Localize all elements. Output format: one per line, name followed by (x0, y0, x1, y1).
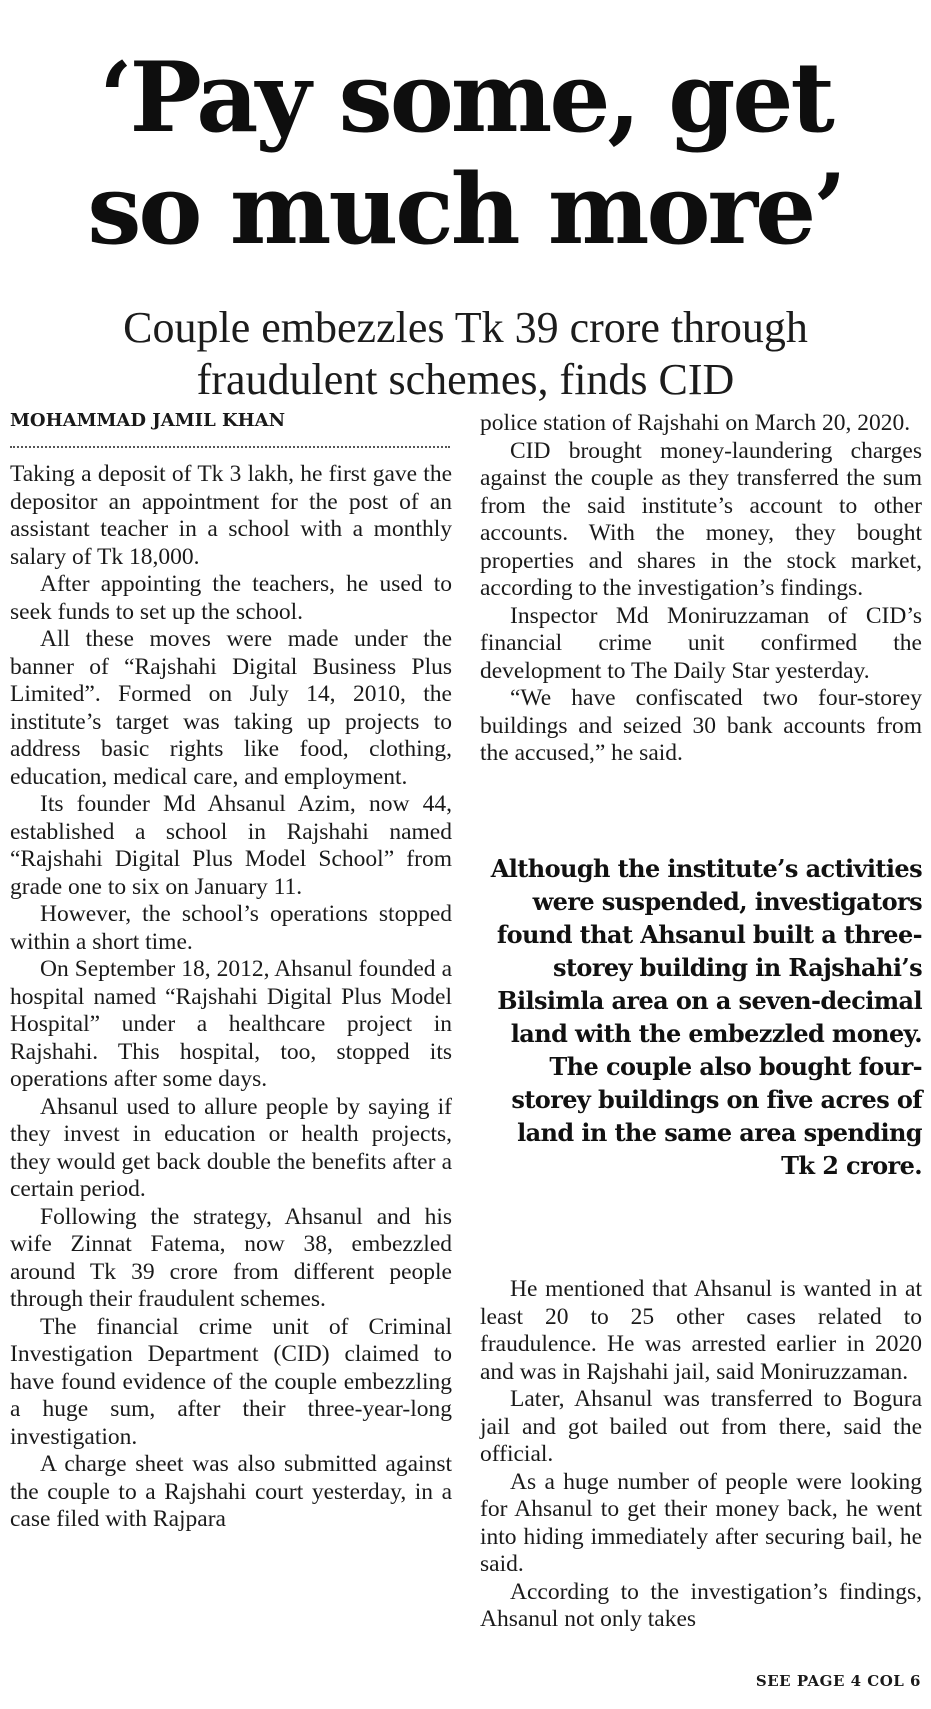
pull-quote: Although the institute’s activities were suspended, investigators found that Ahsanul built a three-storey building in Rajshahi’s Bilsimla area on a seven-decimal land with the embezzled money. The couple also bought four-storey buildings on five acres of land in the same area spending Tk 2 crore. (490, 854, 922, 1180)
subheadline (0, 302, 931, 406)
paragraph: Taking a deposit of Tk 3 lakh, he first gave the depositor an appointment for the post of an assistant teacher in a school with a monthly salary of Tk 18,000. (10, 461, 452, 570)
paragraph: Following the strategy, Ahsanul and his wife Zinnat Fatema, now 38, embezzled around Tk 39 crore from different people through their fraudulent schemes. (10, 1203, 452, 1312)
paragraph: After appointing the teachers, he used to seek funds to set up the school. (10, 571, 452, 625)
paragraph: “We have confiscated two four-storey buildings and seized 30 bank accounts from the accused,” he said. (480, 685, 922, 766)
paragraph: police station of Rajshahi on March 20, 2020. (480, 410, 911, 436)
headline (0, 42, 931, 266)
paragraph: According to the investigation’s findings, Ahsanul not only takes (480, 1578, 922, 1632)
article-column-2-bottom (480, 1276, 922, 1634)
paragraph: However, the school’s operations stopped within a short time. (10, 901, 452, 955)
byline: MOHAMMAD JAMIL KHAN (10, 410, 286, 431)
paragraph: The financial crime unit of Criminal Investigation Department (CID) claimed to have found evidence of the couple embezzling a huge sum, after their three-year-long investigation. (10, 1313, 452, 1450)
headline-line-1: ‘Pay some, get (99, 41, 832, 154)
subheadline-line-2: fraudulent schemes, finds CID (196, 355, 735, 404)
paragraph: Ahsanul used to allure people by saying if they invest in education or health projects, they would get back double the benefits after a certain period. (10, 1093, 452, 1202)
headline-line-2: so much more’ (87, 153, 844, 266)
paragraph: Its founder Md Ahsanul Azim, now 44, established a school in Rajshahi named “Rajshahi Digital Plus Model School” from grade one to six on January 11. (10, 791, 452, 900)
paragraph: On September 18, 2012, Ahsanul founded a hospital named “Rajshahi Digital Plus Model Hospital” under a healthcare project in Rajshahi. This hospital, too, stopped its operations after some days. (10, 956, 452, 1092)
paragraph: Inspector Md Moniruzzaman of CID’s financial crime unit confirmed the development to The Daily Star yesterday. (480, 602, 922, 684)
paragraph: Later, Ahsanul was transferred to Bogura jail and got bailed out from there, said the official. (480, 1386, 922, 1467)
paragraph: He mentioned that Ahsanul is wanted in at least 20 to 25 other cases related to fraudulence. He was arrested earlier in 2020 and was in Rajshahi jail, said Moniruzzaman. (480, 1276, 922, 1385)
paragraph: All these moves were made under the banner of “Rajshahi Digital Business Plus Limited”. Formed on July 14, 2010, the institute’s target was taking up projects to address basic rights like food, clothing, education, medical care, and employment. (10, 626, 452, 790)
continuation-jump-line: SEE PAGE 4 COL 6 (755, 1672, 921, 1690)
article-column-1 (10, 461, 452, 1534)
paragraph: A charge sheet was also submitted against the couple to a Rajshahi court yesterday, in a case filed with Rajpara (10, 1451, 452, 1532)
article-column-2-top (480, 410, 922, 768)
byline-divider (10, 446, 450, 448)
subheadline-line-1: Couple embezzles Tk 39 crore through (123, 303, 808, 352)
paragraph: As a huge number of people were looking for Ahsanul to get their money back, he went into hiding immediately after securing bail, he said. (480, 1468, 922, 1577)
paragraph: CID brought money-laundering charges against the couple as they transferred the sum from the said institute’s account to other accounts. With the money, they bought properties and shares in the stock market, according to the investigation’s findings. (480, 437, 922, 601)
